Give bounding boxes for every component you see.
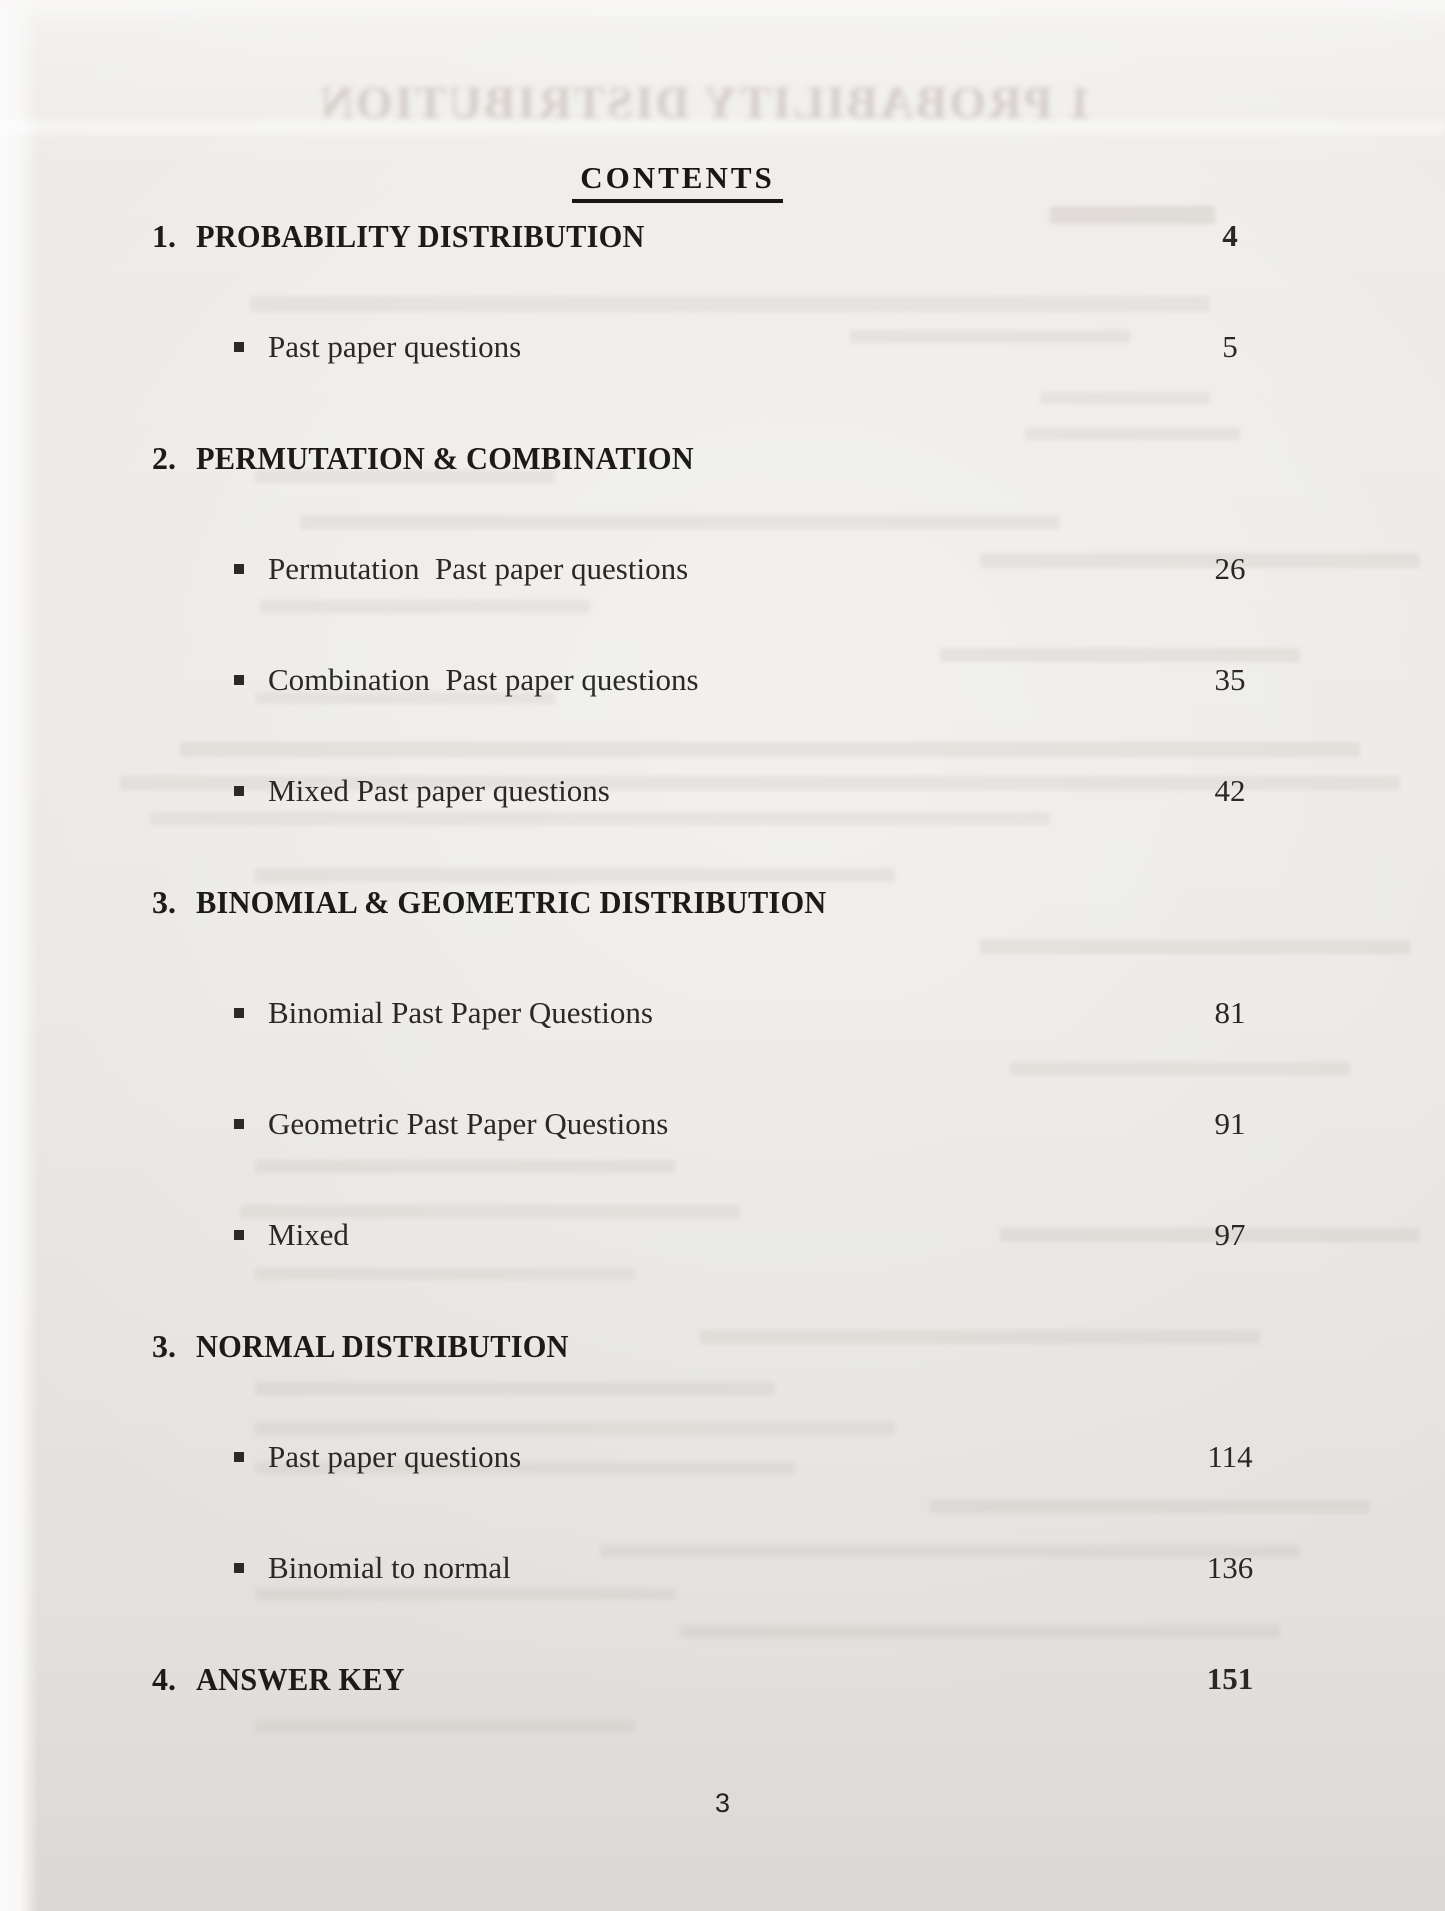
toc-item-page: 26 [1214,551,1246,586]
square-bullet-icon [234,1119,244,1129]
toc-item [0,1439,1445,1483]
toc-item-page: 81 [1214,995,1246,1030]
toc-item-page: 114 [1207,1439,1253,1474]
page-title: CONTENTS [572,160,783,203]
toc-section-title: PROBABILITY DISTRIBUTION [196,218,645,254]
toc-section-heading [0,440,1445,484]
folio-page-number: 3 [714,1788,731,1818]
square-bullet-icon [234,1008,244,1018]
toc-item-label: Mixed Past paper questions [268,773,610,808]
square-bullet-icon [234,342,244,352]
toc-section-heading [0,1661,1445,1705]
toc-section-title: BINOMIAL & GEOMETRIC DISTRIBUTION [196,884,827,920]
toc-section-page: 4 [1222,218,1238,253]
page-top-margin [0,0,1445,28]
square-bullet-icon [234,1452,244,1462]
toc-item [0,995,1445,1039]
toc-section-heading [0,884,1445,928]
toc-item-label: Binomial Past Paper Questions [268,995,653,1030]
toc-item-label: Geometric Past Paper Questions [268,1106,669,1141]
toc-item [0,662,1445,706]
toc-section-number: 3. [152,884,176,920]
square-bullet-icon [234,675,244,685]
toc-item [0,1550,1445,1594]
toc-item [0,1106,1445,1150]
toc-section-heading [0,1328,1445,1372]
toc-item-page: 136 [1206,1550,1254,1585]
toc-item-label: Binomial to normal [268,1550,511,1585]
square-bullet-icon [234,1230,244,1240]
toc-item-label: Permutation Past paper questions [268,551,689,586]
square-bullet-icon [234,786,244,796]
toc-section-number: 2. [152,440,176,476]
toc-item-page: 97 [1214,1217,1246,1252]
toc-item-label: Combination Past paper questions [268,662,699,697]
toc-section-title: PERMUTATION & COMBINATION [196,440,694,476]
square-bullet-icon [234,564,244,574]
toc-section-number: 1. [152,218,176,254]
square-bullet-icon [234,1563,244,1573]
toc-item-page: 42 [1214,773,1246,808]
toc-section-number: 4. [152,1661,176,1697]
toc-section-page: 151 [1206,1661,1254,1696]
toc-section-number: 3. [152,1328,176,1364]
toc-item [0,1217,1445,1261]
toc-item [0,551,1445,595]
ghost-showthrough-title: 1 PROBABILITY DISTRIBUTION [318,77,1092,129]
toc-item-page: 35 [1214,662,1246,697]
toc-section-title: NORMAL DISTRIBUTION [196,1328,569,1364]
table-of-contents [0,218,1445,1772]
toc-item-label: Mixed [268,1217,349,1252]
toc-item-page: 91 [1214,1106,1246,1141]
toc-section-title: ANSWER KEY [196,1661,405,1697]
toc-item-label: Past paper questions [268,1439,522,1474]
toc-item-page: 5 [1222,329,1238,364]
toc-section-heading [0,218,1445,262]
toc-item [0,773,1445,817]
toc-item [0,329,1445,373]
toc-item-label: Past paper questions [268,329,522,364]
